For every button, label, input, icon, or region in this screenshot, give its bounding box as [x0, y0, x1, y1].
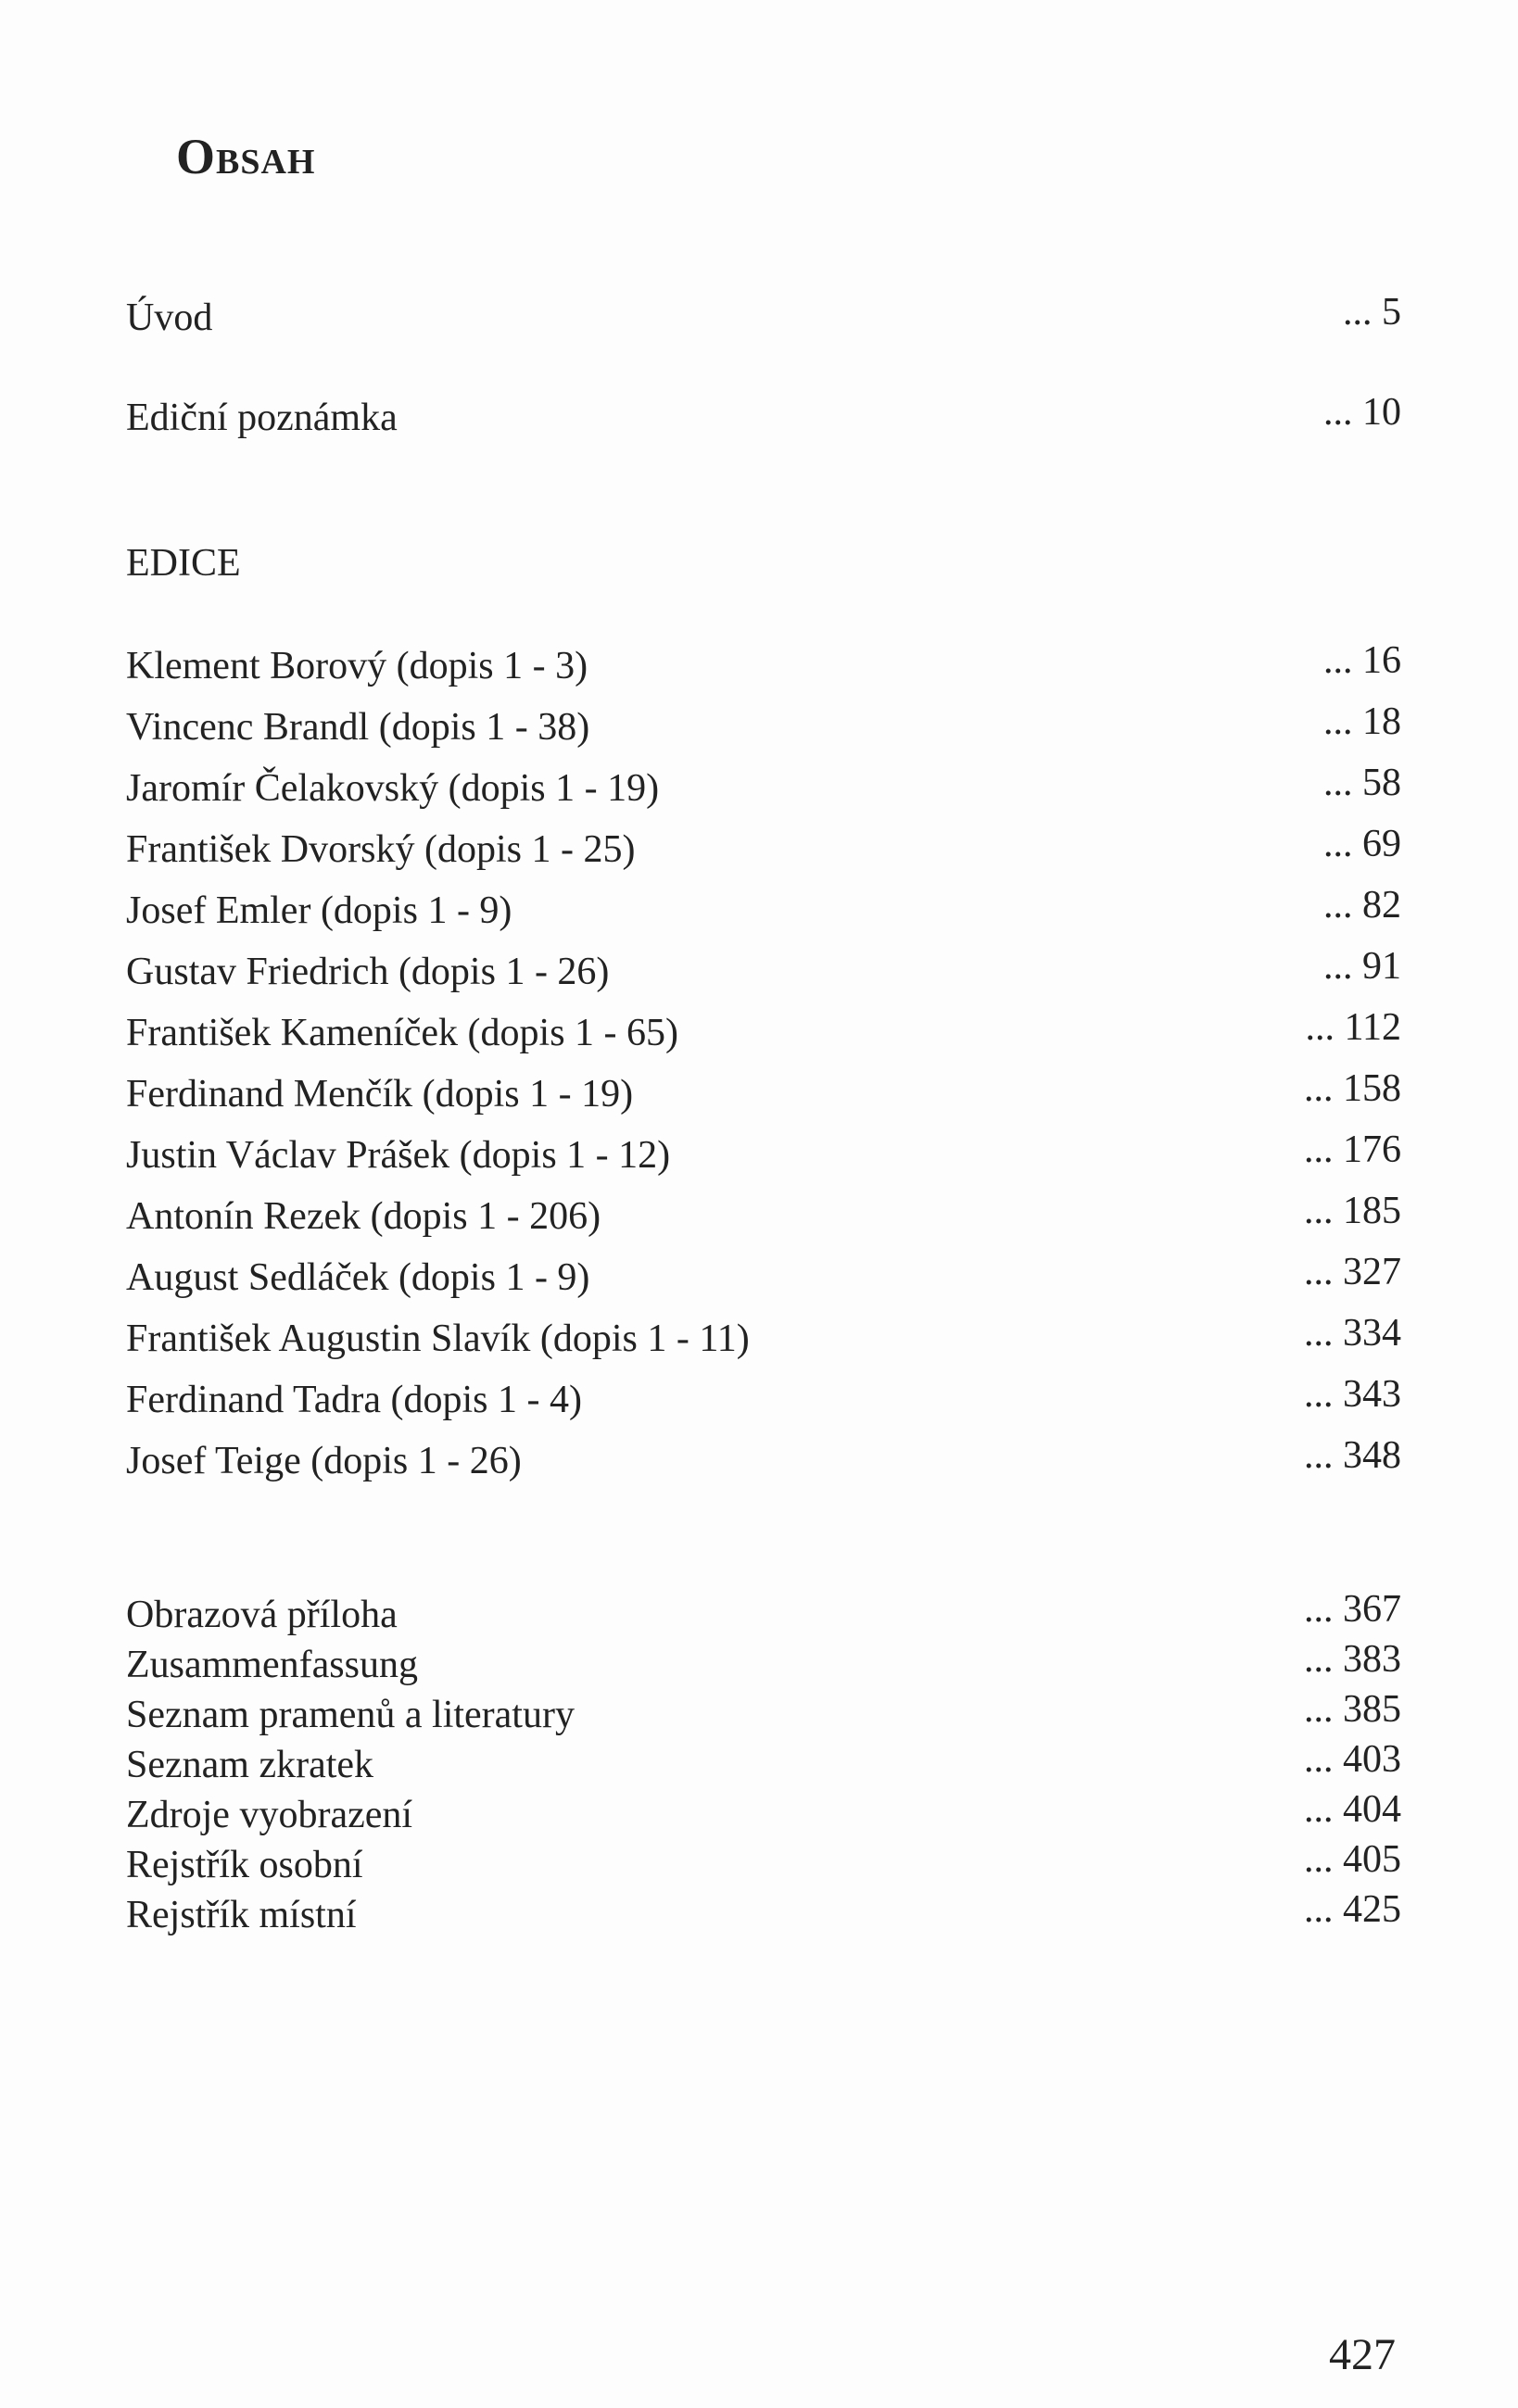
toc-entry-page: ... 5: [1343, 291, 1401, 334]
toc-entry: [126, 1006, 1401, 1056]
toc-entry-label: Zdroje vyobrazení: [126, 1794, 413, 1836]
toc-entry-page: ... 367: [1304, 1588, 1401, 1631]
toc-entry-page: ... 185: [1304, 1190, 1401, 1232]
toc-entry-page: ... 425: [1304, 1888, 1401, 1931]
toc-entry-label: František Kameníček (dopis 1 - 65): [126, 1012, 679, 1054]
toc-entry-label: Gustav Friedrich (dopis 1 - 26): [126, 951, 610, 993]
toc-entry-label: Ferdinand Menčík (dopis 1 - 19): [126, 1073, 634, 1116]
contents-heading: Obsah: [176, 129, 316, 184]
toc-entry: [126, 1738, 1401, 1788]
toc-entry: [126, 639, 1401, 689]
toc-entry: [126, 884, 1401, 934]
toc-entry-label: Jaromír Čelakovský (dopis 1 - 19): [126, 767, 660, 810]
toc-entry: [126, 1312, 1401, 1362]
toc-entry: [126, 1838, 1401, 1888]
toc-entry-label: Ediční poznámka: [126, 397, 398, 439]
toc-entry-page: ... 112: [1305, 1006, 1401, 1049]
toc-entry: [126, 1588, 1401, 1638]
toc-entry: [126, 762, 1401, 812]
toc-entry-label: Josef Emler (dopis 1 - 9): [126, 889, 512, 932]
toc-entry: [126, 1688, 1401, 1738]
toc-entry-page: ... 383: [1304, 1638, 1401, 1681]
toc-entry-page: ... 16: [1323, 639, 1401, 682]
toc-entry-label: František Augustin Slavík (dopis 1 - 11): [126, 1317, 750, 1360]
toc-entry-page: ... 69: [1323, 823, 1401, 865]
toc-entry: [126, 945, 1401, 995]
toc-entry-label: Seznam zkratek: [126, 1744, 374, 1786]
toc-entry-label: August Sedláček (dopis 1 - 9): [126, 1256, 590, 1299]
toc-entry-label: Justin Václav Prášek (dopis 1 - 12): [126, 1134, 671, 1177]
toc-entry: [126, 700, 1401, 750]
toc-entry-label: Antonín Rezek (dopis 1 - 206): [126, 1195, 601, 1238]
toc-entry: [126, 1888, 1401, 1938]
toc-entry: [126, 1190, 1401, 1240]
toc-entry-page: ... 334: [1304, 1312, 1401, 1355]
toc-entry-page: ... 176: [1304, 1128, 1401, 1171]
toc-entry: [126, 1128, 1401, 1179]
toc-entry-page: ... 403: [1304, 1738, 1401, 1781]
toc-entry-uvod: [126, 291, 1401, 341]
section-title-edice: EDICE: [126, 542, 241, 585]
toc-entry: [126, 1788, 1401, 1838]
toc-entry-label: Zusammenfassung: [126, 1644, 418, 1686]
toc-entry-label: Seznam pramenů a literatury: [126, 1694, 575, 1736]
toc-entry-label: Vincenc Brandl (dopis 1 - 38): [126, 706, 590, 749]
toc-entry-label: Obrazová příloha: [126, 1594, 398, 1636]
toc-entry-page: ... 348: [1304, 1434, 1401, 1477]
toc-entry: [126, 1373, 1401, 1423]
toc-entry-page: ... 58: [1323, 762, 1401, 804]
toc-entry-page: ... 82: [1323, 884, 1401, 927]
toc-entry-edicni-poznamka: [126, 391, 1401, 441]
toc-entry-page: ... 158: [1304, 1067, 1401, 1110]
toc-entry-page: ... 10: [1323, 391, 1401, 434]
toc-entry-page: ... 91: [1323, 945, 1401, 988]
toc-entry-page: ... 385: [1304, 1688, 1401, 1731]
toc-entry-label: Klement Borový (dopis 1 - 3): [126, 645, 588, 687]
page-number: 427: [1329, 2330, 1396, 2379]
toc-entry-page: ... 405: [1304, 1838, 1401, 1881]
toc-entry: [126, 823, 1401, 873]
toc-entry: [126, 1067, 1401, 1117]
toc-entry: [126, 1434, 1401, 1484]
toc-entry-label: Rejstřík osobní: [126, 1844, 363, 1886]
toc-entry: [126, 1638, 1401, 1688]
toc-entry-label: Josef Teige (dopis 1 - 26): [126, 1440, 522, 1482]
toc-entry-page: ... 404: [1304, 1788, 1401, 1831]
toc-entry-label: Rejstřík místní: [126, 1894, 357, 1936]
toc-entry-page: ... 343: [1304, 1373, 1401, 1416]
toc-entry: [126, 1251, 1401, 1301]
toc-entry-label: Ferdinand Tadra (dopis 1 - 4): [126, 1379, 583, 1421]
toc-entry-page: ... 18: [1323, 700, 1401, 743]
toc-entry-label: Úvod: [126, 296, 213, 339]
toc-entry-label: František Dvorský (dopis 1 - 25): [126, 828, 636, 871]
toc-entry-page: ... 327: [1304, 1251, 1401, 1293]
